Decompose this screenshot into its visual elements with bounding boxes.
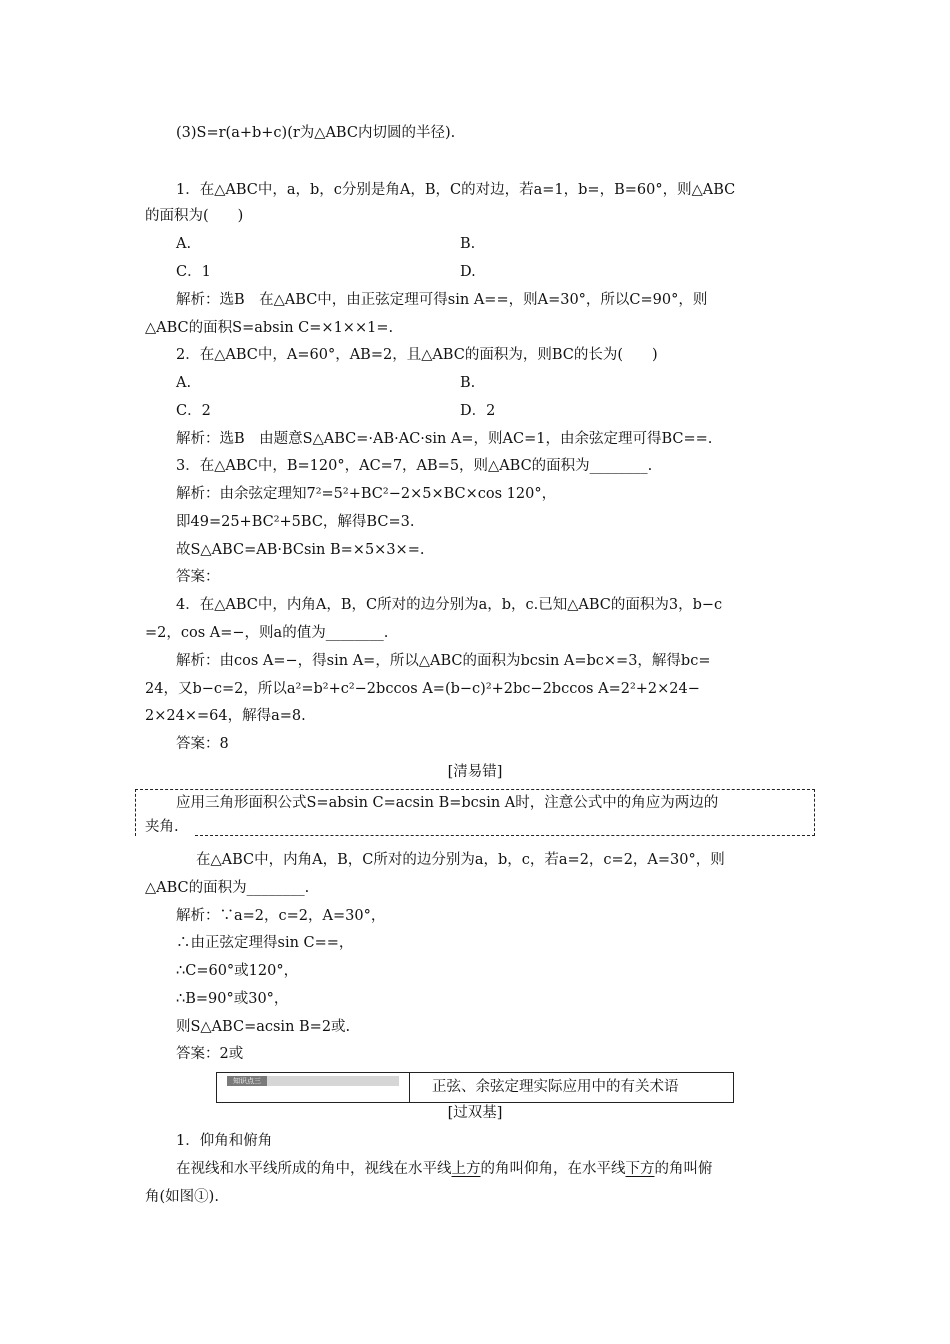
example-answer: 答案：2或	[176, 1046, 244, 1062]
knowledge-point-header	[216, 1072, 734, 1103]
example-question-line-2: △ABC的面积为________.	[145, 880, 310, 896]
question-1-line-2: 的面积为( )	[145, 208, 244, 224]
option-a: A.	[176, 236, 192, 252]
knowledge-point-title: 正弦、余弦定理实际应用中的有关术语	[432, 1079, 679, 1095]
example-solution-line-2: ∴由正弦定理得sin C==，	[176, 935, 354, 951]
knowledge-point-badge: 知识点三	[227, 1076, 267, 1086]
underlined-term: 下方	[625, 1161, 655, 1177]
option-b: B.	[460, 375, 476, 391]
term-definition-line-2: 角(如图①).	[145, 1189, 219, 1205]
option-d: D．2	[460, 403, 496, 419]
solution-1-line-2: △ABC的面积S=absin C=×1××1=.	[145, 320, 394, 336]
solution-4-line-1: 解析：由cos A=−，得sin A=，所以△ABC的面积为bcsin A=bc×=3，解得bc=	[176, 653, 711, 669]
option-b: B.	[460, 236, 476, 252]
solution-3-line-1: 解析：由余弦定理知7²=5²+BC²−2×5×BC×cos 120°，	[176, 486, 557, 502]
example-solution-line-5: 则S△ABC=acsin B=2或.	[176, 1019, 351, 1035]
term-definition-line-1	[176, 1159, 713, 1179]
example-solution-line-1: 解析：∵a=2，c=2，A=30°，	[176, 908, 386, 924]
box-border-right	[814, 789, 815, 836]
question-4-line-2: =2，cos A=−，则a的值为________.	[145, 625, 389, 641]
question-2: 2．在△ABC中，A=60°，AB=2，且△ABC的面积为，则BC的长为( )	[176, 347, 658, 363]
section-heading-basics: [过双基]	[447, 1105, 503, 1121]
option-a: A.	[176, 375, 192, 391]
text-segment: 的角叫仰角，在水平线	[480, 1161, 626, 1177]
box-border-left	[135, 789, 136, 836]
solution-4-line-3: 2×24×=64，解得a=8.	[145, 708, 306, 724]
solution-1-line-1: 解析：选B 在△ABC中，由正弦定理可得sin A==，则A=30°，所以C=90°，则	[176, 292, 708, 308]
example-solution-line-4: ∴B=90°或30°，	[176, 991, 289, 1007]
solution-3-line-3: 故S△ABC=AB·BCsin B=×5×3×=.	[176, 542, 425, 558]
pitfall-line-2: 夹角.	[145, 819, 179, 835]
option-c: C．1	[176, 264, 211, 280]
question-4-line-1: 4．在△ABC中，内角A，B，C所对的边分别为a，b，c.已知△ABC的面积为3，b−c	[176, 597, 723, 613]
formula-line: (3)S=r(a+b+c)(r为△ABC内切圆的半径).	[176, 125, 456, 141]
solution-2: 解析：选B 由题意S△ABC=·AB·AC·sin A=，则AC=1，由余弦定理可得BC==.	[176, 431, 713, 447]
solution-3-line-2: 即49=25+BC²+5BC，解得BC=3.	[176, 514, 415, 530]
option-c: C．2	[176, 403, 211, 419]
box-border-bottom	[195, 835, 815, 836]
answer-4: 答案：8	[176, 736, 229, 752]
option-d: D.	[460, 264, 476, 280]
solution-4-line-2: 24，又b−c=2，所以a²=b²+c²−2bccos A=(b−c)²+2bc−2bccos A=2²+2×24−	[145, 681, 700, 697]
pitfall-line-1: 应用三角形面积公式S=absin C=acsin B=bcsin A时，注意公式中的角应为两边的	[176, 795, 719, 811]
box-border-top	[135, 789, 815, 790]
example-question-line-1: 在△ABC中，内角A，B，C所对的边分别为a，b，c，若a=2，c=2，A=30°，则	[196, 852, 725, 868]
underlined-term: 上方	[451, 1161, 481, 1177]
knowledge-point-label-cell	[217, 1073, 410, 1102]
text-segment: 的角叫俯	[654, 1161, 713, 1177]
example-solution-line-3: ∴C=60°或120°，	[176, 963, 299, 979]
text-segment: 在视线和水平线所成的角中，视线在水平线	[176, 1161, 452, 1177]
question-3: 3．在△ABC中，B=120°，AC=7，AB=5，则△ABC的面积为________.	[176, 458, 653, 474]
term-heading: 1．仰角和俯角	[176, 1133, 273, 1149]
answer-3: 答案：	[176, 569, 220, 585]
question-1-line-1: 1．在△ABC中，a，b，c分别是角A，B，C的对边，若a=1，b=，B=60°，则△ABC	[176, 182, 736, 198]
section-heading-pitfalls: [清易错]	[447, 764, 503, 780]
